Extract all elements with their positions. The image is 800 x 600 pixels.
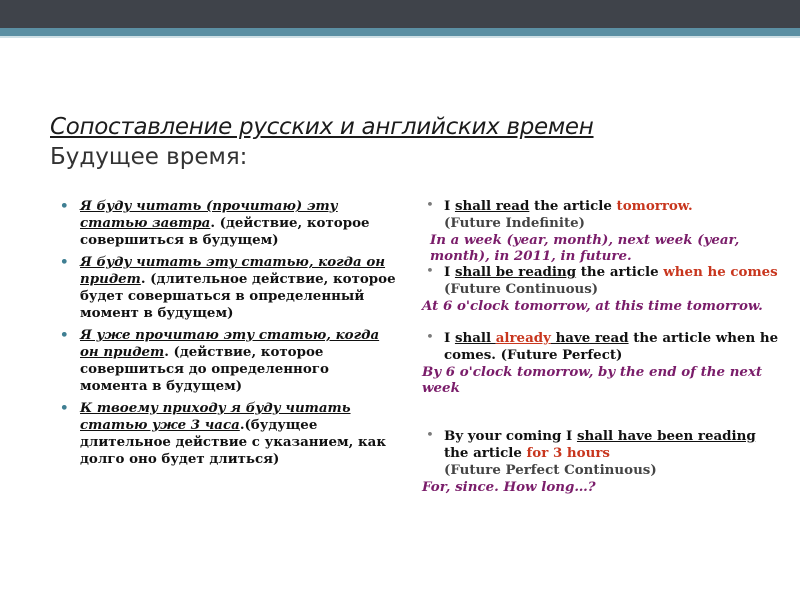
left-bullet-1 — [56, 198, 396, 249]
time-marker: when he comes — [663, 264, 778, 280]
title-line-2: Будущее время: — [50, 144, 248, 170]
bullet-rest-text: . (действие, которое совершиться до определенного момента в будущем) — [80, 344, 329, 394]
text: I — [444, 264, 455, 280]
left-bullet-4 — [56, 400, 396, 468]
bullet-icon: • — [60, 254, 69, 270]
bullet-icon: • — [60, 327, 69, 343]
bullet-icon: • — [60, 198, 69, 214]
left-column — [56, 198, 396, 473]
text: the article — [529, 198, 617, 214]
text: I — [444, 198, 455, 214]
bullet-icon: • — [426, 428, 434, 443]
bullet-icon: • — [426, 330, 434, 345]
spacer — [422, 396, 782, 428]
time-marker: tomorrow. — [616, 198, 693, 214]
bullet-bold-text: Я буду читать (прочитаю) эту статью завтра — [80, 198, 338, 231]
top-bar — [0, 0, 800, 28]
verb-underlined: shall — [454, 330, 496, 346]
example-1: In a week (year, month), next week (year, month), in 2011, in future. — [430, 232, 740, 264]
right-column — [422, 198, 782, 495]
left-bullet-3 — [56, 327, 396, 395]
tense-note: (Future Continuous) — [444, 281, 599, 297]
bullet-rest-text: . (длительное действие, которое будет совершаться в определенный момент в будущем) — [80, 271, 396, 321]
verb-underlined: shall be reading — [454, 264, 577, 280]
title-line-1: Сопоставление русских и английских времен — [50, 114, 594, 140]
example-4: For, since. How long…? — [422, 479, 596, 495]
verb-underlined: have read — [550, 330, 629, 346]
bullet-bold-text: Я уже прочитаю эту статью, когда он придет — [80, 327, 380, 360]
text: the article — [576, 264, 664, 280]
spacer — [422, 314, 782, 330]
verb-underlined: shall read — [454, 198, 530, 214]
left-bullet-2 — [56, 254, 396, 322]
verb-underlined: shall have been reading — [576, 428, 756, 444]
right-bullet-2 — [422, 264, 782, 298]
text: By your coming I — [444, 428, 577, 444]
text: the article — [444, 445, 527, 461]
time-marker: for 3 hours — [526, 445, 610, 461]
slide-title — [50, 112, 770, 172]
time-marker: already — [495, 330, 551, 346]
example-2: At 6 o'clock tomorrow, at this time tomorrow. — [422, 298, 763, 314]
top-light-bar — [0, 36, 800, 38]
top-accent-bar — [0, 28, 800, 36]
example-3: By 6 o'clock tomorrow, by the end of the next week — [422, 364, 763, 396]
tense-note: (Future Indefinite) — [444, 215, 585, 231]
bullet-bold-text: Я буду читать эту статью, когда он придет — [80, 254, 386, 287]
bullet-icon: • — [426, 198, 434, 213]
right-bullet-4 — [422, 428, 782, 479]
bullet-icon: • — [60, 400, 69, 416]
tense-note: (Future Perfect Continuous) — [444, 462, 657, 478]
bullet-bold-text: К твоему приходу я буду читать статью уже 3 часа — [80, 400, 351, 433]
text: I — [444, 330, 455, 346]
right-bullet-1 — [422, 198, 782, 232]
right-bullet-3 — [422, 330, 782, 364]
bullet-rest-text: .(будущее длительное действие с указанием, как долго оно будет длиться) — [80, 417, 386, 467]
bullet-icon: • — [426, 264, 434, 279]
text: the article when he comes. (Future Perfect) — [444, 330, 779, 363]
bullet-rest-text: . (действие, которое совершиться в будущем) — [80, 215, 370, 248]
